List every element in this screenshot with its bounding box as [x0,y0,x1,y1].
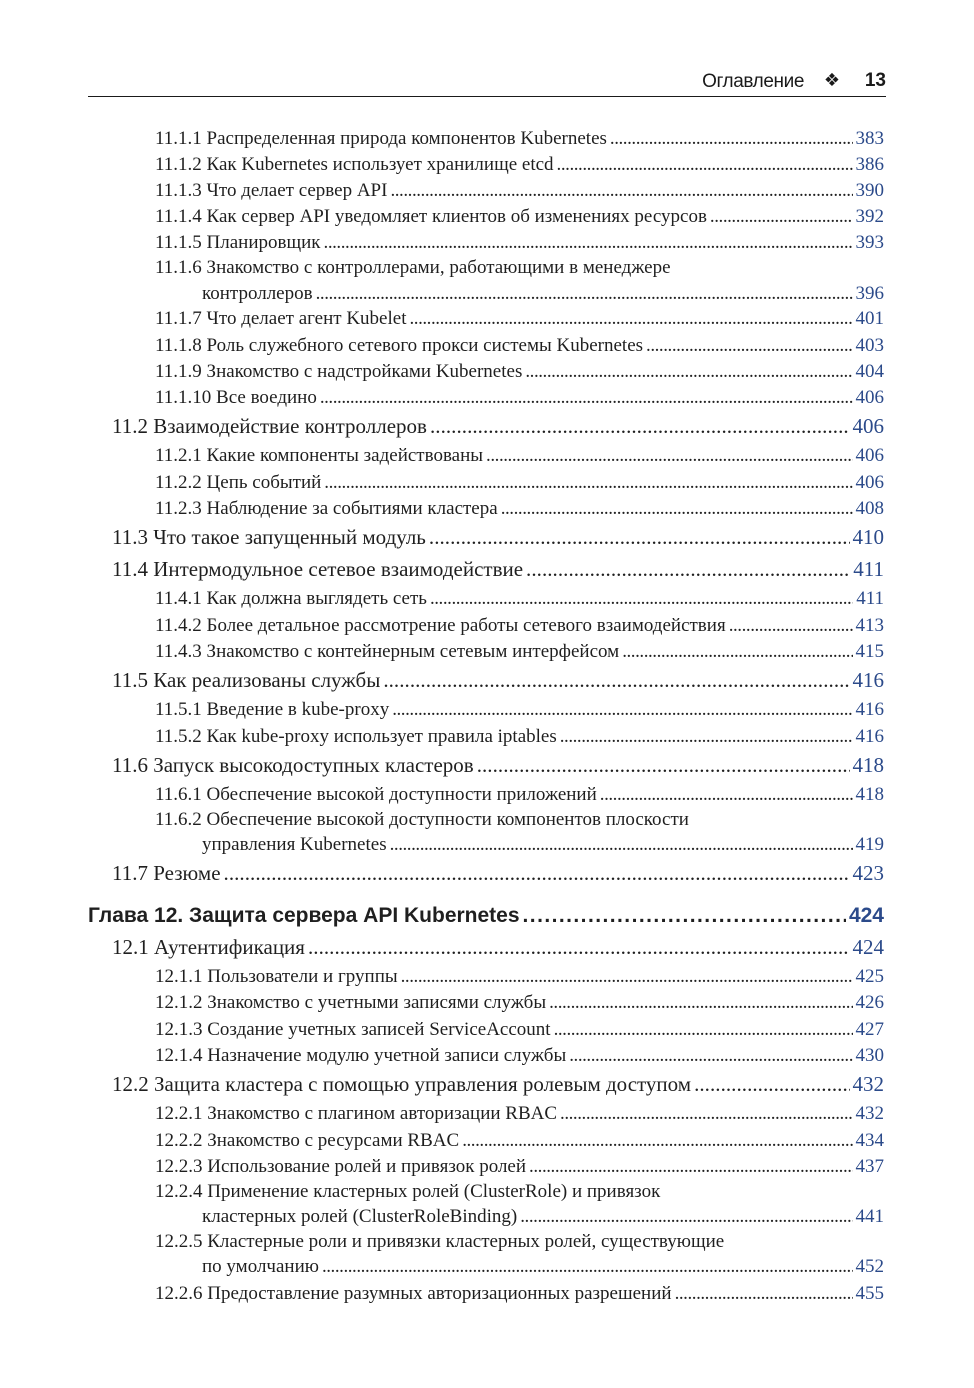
entry-title: Глава 12. Защита сервера API Kubernetes [88,904,520,927]
entry-page-number[interactable]: 416 [855,726,884,747]
entry-page-number[interactable]: 413 [855,615,884,636]
dot-leader [560,1103,852,1125]
dot-leader [390,834,853,856]
entry-title: 12.1 Аутентификация [112,935,305,959]
entry-title: 11.1.2 Как Kubernetes использует хранилище etcd [155,154,554,175]
dot-leader [430,588,853,610]
dot-leader [529,1156,852,1178]
dot-leader [554,1019,853,1041]
dot-leader [324,232,853,254]
dot-leader [600,784,853,806]
entry-title: 11.5.1 Введение в kube-proxy [155,699,390,720]
entry-title: 11.6.1 Обеспечение высокой доступности приложений [155,784,597,805]
dot-leader [401,966,853,988]
entry-title: 11.1.10 Все воедино [155,387,317,408]
entry-page-number[interactable]: 392 [855,206,884,227]
entry-title: 11.2.3 Наблюдение за событиями кластера [155,498,498,519]
entry-title: 11.2 Взаимодействие контроллеров [112,414,427,438]
page-header [88,66,886,97]
entry-page-number[interactable]: 401 [855,308,884,329]
dot-leader [430,414,850,439]
dot-leader [320,387,853,409]
dot-leader [308,935,850,960]
entry-title: 12.2.1 Знакомство с плагином авторизации RBAC [155,1103,558,1124]
entry-page-number[interactable]: 390 [855,180,884,201]
entry-title: 11.6 Запуск высокодоступных кластеров [112,753,474,777]
ornament-icon: ❖ [823,70,840,91]
entry-page-number[interactable]: 452 [855,1256,884,1277]
dot-leader [523,904,846,928]
entry-page-number[interactable]: 406 [855,472,884,493]
dot-leader [694,1072,849,1097]
entry-page-number[interactable]: 396 [855,283,884,304]
entry-page-number[interactable]: 410 [852,525,884,549]
dot-leader [324,472,852,494]
entry-title: 12.2.5 Кластерные роли и привязки кластерных ролей, существующие [155,1231,725,1252]
entry-page-number[interactable]: 437 [855,1156,884,1177]
entry-page-number[interactable]: 419 [855,834,884,855]
entry-page-number[interactable]: 406 [855,387,884,408]
dot-leader [569,1045,852,1067]
entry-page-number[interactable]: 383 [855,128,884,149]
dot-leader [383,668,849,693]
entry-title: 11.1.6 Знакомство с контроллерами, работающими в менеджере [155,257,671,278]
entry-page-number[interactable]: 432 [852,1072,884,1096]
entry-title: по умолчанию [202,1256,319,1277]
entry-page-number[interactable]: 425 [855,966,884,987]
entry-title: 11.1.3 Что делает сервер API [155,180,388,201]
entry-title: 11.2.1 Какие компоненты задействованы [155,445,484,466]
entry-title: 12.1.3 Создание учетных записей ServiceAccount [155,1019,551,1040]
entry-page-number[interactable]: 423 [852,861,884,885]
entry-title: 12.2.6 Предоставление разумных авторизационных разрешений [155,1283,672,1304]
entry-page-number[interactable]: 418 [855,784,884,805]
dot-leader [675,1283,853,1305]
entry-title: 11.4 Интермодульное сетевое взаимодействие [112,557,524,581]
entry-title: 11.2.2 Цепь событий [155,472,322,493]
entry-title: 11.5.2 Как kube-proxy использует правила iptables [155,726,557,747]
dot-leader [224,861,850,886]
entry-page-number[interactable]: 455 [855,1283,884,1304]
entry-title: 12.1.1 Пользователи и группы [155,966,398,987]
entry-page-number[interactable]: 434 [855,1130,884,1151]
entry-title: 11.1.8 Роль служебного сетевого прокси системы Kubernetes [155,335,644,356]
entry-page-number[interactable]: 408 [855,498,884,519]
entry-title: 11.1.5 Планировщик [155,232,321,253]
entry-title: 11.6.2 Обеспечение высокой доступности компонентов плоскости [155,809,689,830]
entry-title: 11.1.9 Знакомство с надстройками Kubernetes [155,361,523,382]
dot-leader [526,557,850,582]
entry-title: 11.3 Что такое запущенный модуль [112,525,426,549]
entry-page-number[interactable]: 411 [853,557,884,581]
entry-title: 11.1.7 Что делает агент Kubelet [155,308,407,329]
entry-page-number[interactable]: 393 [855,232,884,253]
entry-page-number[interactable]: 415 [855,641,884,662]
dot-leader [486,445,852,467]
dot-leader [549,992,852,1014]
dot-leader [525,361,852,383]
entry-page-number[interactable]: 430 [855,1045,884,1066]
dot-leader [392,699,852,721]
entry-title: кластерных ролей (ClusterRoleBinding) [202,1206,518,1227]
page-number: 13 [864,70,886,91]
dot-leader [477,753,850,778]
entry-title: 11.7 Резюме [112,861,221,885]
entry-title: контроллеров [202,283,313,304]
entry-page-number[interactable]: 441 [855,1206,884,1227]
entry-title: 12.1.2 Знакомство с учетными записями службы [155,992,547,1013]
dot-leader [610,128,853,150]
entry-page-number[interactable]: 386 [855,154,884,175]
dot-leader [520,1206,852,1228]
dot-leader [557,154,853,176]
dot-leader [409,308,852,330]
dot-leader [462,1130,852,1152]
dot-leader [729,615,853,637]
entry-page-number[interactable]: 406 [855,445,884,466]
entry-title: 11.1.4 Как сервер API уведомляет клиентов об изменениях ресурсов [155,206,707,227]
entry-title: 12.2.3 Использование ролей и привязок ролей [155,1156,527,1177]
entry-title: управления Kubernetes [202,834,387,855]
dot-leader [429,525,850,550]
entry-title: 11.1.1 Распределенная природа компонентов Kubernetes [155,128,607,149]
dot-leader [646,335,852,357]
dot-leader [322,1256,853,1278]
entry-title: 11.4.1 Как должна выглядеть сеть [155,588,427,609]
entry-page-number[interactable]: 427 [855,1019,884,1040]
dot-leader [501,498,853,520]
running-title: Оглавление [702,71,804,92]
entry-title: 12.1.4 Назначение модулю учетной записи службы [155,1045,567,1066]
entry-page-number[interactable]: 418 [852,753,884,777]
entry-page-number[interactable]: 411 [856,588,884,609]
dot-leader [622,641,852,663]
entry-page-number[interactable]: 424 [852,935,884,959]
entry-page-number[interactable]: 424 [848,904,884,927]
entry-page-number[interactable]: 416 [852,668,884,692]
entry-title: 11.4.2 Более детальное рассмотрение работы сетевого взаимодействия [155,615,726,636]
entry-page-number[interactable]: 432 [855,1103,884,1124]
entry-title: 12.2.2 Знакомство с ресурсами RBAC [155,1130,460,1151]
dot-leader [710,206,853,228]
entry-page-number[interactable]: 406 [852,414,884,438]
entry-page-number[interactable]: 426 [855,992,884,1013]
entry-page-number[interactable]: 403 [855,335,884,356]
entry-title: 12.2.4 Применение кластерных ролей (ClusterRole) и привязок [155,1181,661,1202]
entry-page-number[interactable]: 404 [855,361,884,382]
entry-title: 11.4.3 Знакомство с контейнерным сетевым интерфейсом [155,641,620,662]
entry-title: 12.2 Защита кластера с помощью управления ролевым доступом [112,1072,692,1096]
entry-page-number[interactable]: 416 [855,699,884,720]
entry-title: 11.5 Как реализованы службы [112,668,381,692]
dot-leader [316,283,853,305]
dot-leader [390,180,852,202]
dot-leader [560,726,853,748]
